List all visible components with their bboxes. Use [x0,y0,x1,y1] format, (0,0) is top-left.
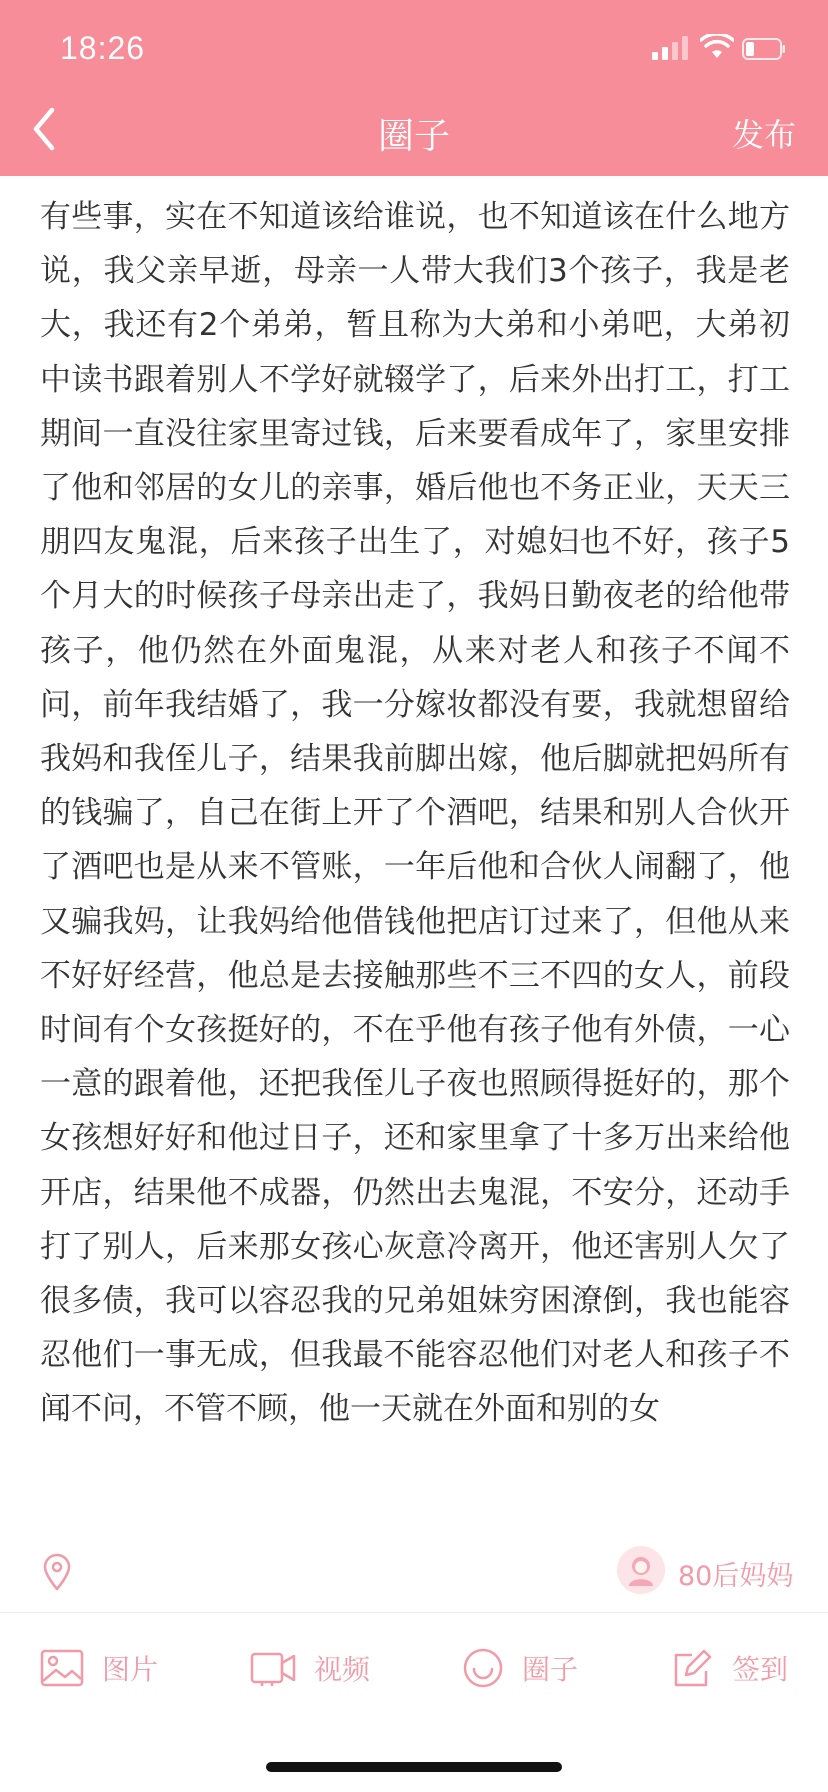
group-avatar[interactable] [617,1546,665,1594]
location-pin-icon[interactable] [42,1553,72,1591]
toolbar-image-label: 图片 [102,1653,159,1686]
page-title: 圈子 [377,116,450,157]
toolbar-video-label: 视频 [314,1653,371,1686]
publish-button[interactable]: 发布 [731,116,796,154]
home-indicator[interactable] [266,1762,562,1772]
checkin-icon [672,1647,714,1689]
toolbar-video-button[interactable] [250,1644,370,1692]
image-icon [40,1648,84,1688]
toolbar-circle-button[interactable] [462,1644,578,1692]
status-time: 18:26 [60,30,146,66]
toolbar-checkin-button[interactable] [672,1644,788,1692]
battery-icon [742,38,786,60]
toolbar-checkin-label: 签到 [732,1653,789,1686]
avatar-girl-icon [617,1546,665,1594]
wifi-icon [700,34,734,60]
post-body-textarea[interactable] [40,190,790,1530]
circle-icon [462,1647,504,1689]
toolbar-circle-label: 圈子 [522,1653,579,1686]
header-bar [0,0,828,176]
group-name[interactable]: 80后妈妈 [678,1561,794,1592]
post-body-text: 有些事，实在不知道该给谁说，也不知道该在什么地方说，我父亲早逝，母亲一人带大我们3个孩子，我是老大，我还有2个弟弟，暂且称为大弟和小弟吧，大弟初中读书跟着别人不学好就辍学了，后来外出打工，打工期间一直没往家里寄过钱，后来要看成年了，家里安排了他和邻居的女儿的亲事，婚后他也不务正业，天天三朋四友鬼混，后来孩子出生了，对媳妇也不好，孩子5个月大的时候孩子母亲出走了，我妈日勤夜老的给他带孩子，他仍然在外面鬼混，从来对老人和孩子不闻不问，前年我结婚了，我一分嫁妆都没有要，我就想留给我妈和我侄儿子，结果我前脚出嫁，他后脚就把妈所有的钱骗了，自己在街上开了个酒吧，结果和别人合伙开了酒吧也是从来不管账，一年后他和合伙人闹翻了，他又骗我妈，让我妈给他借钱他把店订过来了，但他从来不好好经营，他总是去接触那些不三不四的女人，前段时间有个女孩挺好的，不在乎他有孩子他有外债，一心一意的跟着他，还把我侄儿子夜也照顾得挺好的，那个女孩想好好和他过日子，还和家里拿了十多万出来给他开店，结果他不成器，仍然出去鬼混，不安分，还动手打了别人，后来那女孩心灰意冷离开，他还害别人欠了很多债，我可以容忍我的兄弟姐妹穷困潦倒，我也能容忍他们一事无成，但我最不能容忍他们对老人和孩子不闻不问，不管不顾，他一天就在外面和别的女 [40,199,790,1428]
video-icon [250,1648,296,1688]
divider [0,1612,828,1613]
cellular-signal-icon [652,36,690,60]
toolbar-image-button[interactable] [40,1644,158,1692]
